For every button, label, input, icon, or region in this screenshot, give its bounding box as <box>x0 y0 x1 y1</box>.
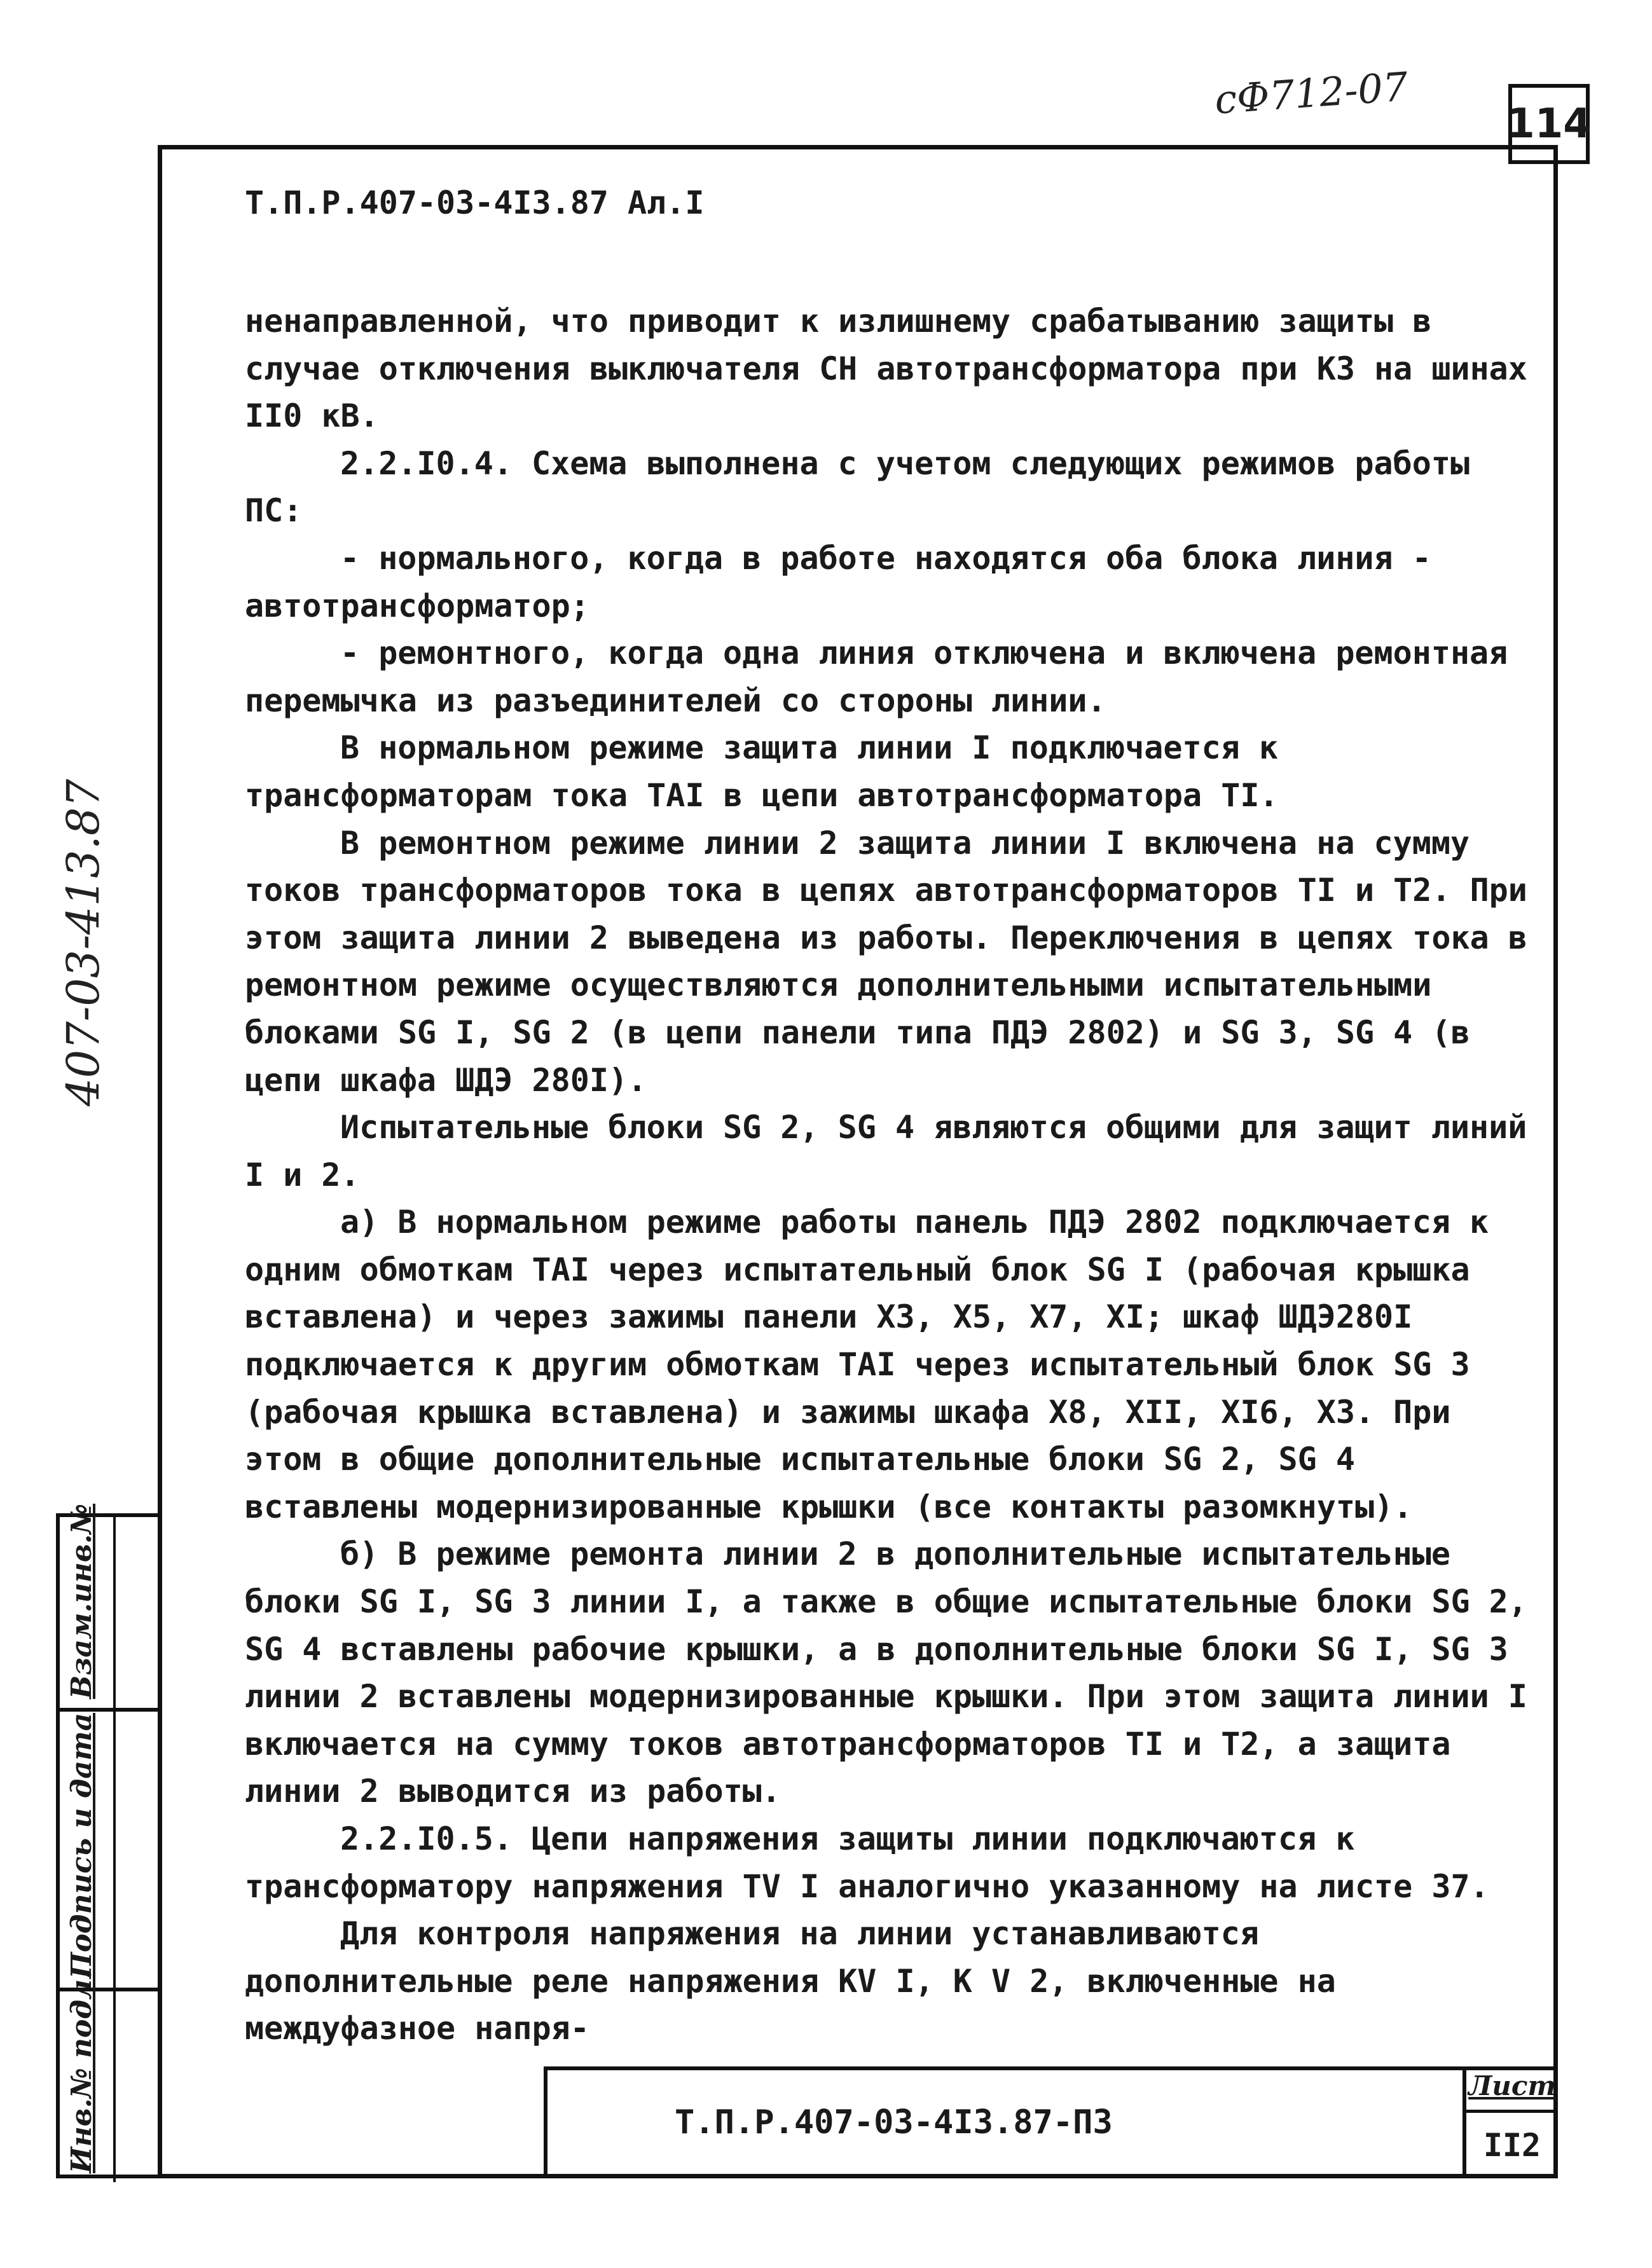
archive-code: сФ712-07 <box>1213 63 1410 123</box>
title-block-code: Т.П.Р.407-03-4I3.87-ПЗ <box>675 2103 1113 2141</box>
sheet-number: II2 <box>1483 2127 1541 2164</box>
stamp-cell-vzam <box>60 1503 162 1708</box>
paragraph: Для контроля напряжения на линии устанавливаются дополнительные реле напряжения КV I, К V 2, включенные на междуфазное напря- <box>245 1915 1336 2047</box>
sheet-cell <box>1463 2070 1558 2178</box>
paragraph: - нормального, когда в работе находятся оба блока линия - автотрансформатор; <box>245 539 1431 624</box>
stamp-label-inv-podl: Инв.№ подл. <box>65 1969 98 2173</box>
stamp-cell-podpis <box>60 1708 162 1988</box>
sheet-label: Лист <box>1466 2070 1558 2113</box>
paragraph: - ремонтного, когда одна линия отключена и включена ремонтная перемычка из разъединителей со стороны линии. <box>245 635 1508 719</box>
document-header: Т.П.Р.407-03-4I3.87 Ал.I <box>245 184 705 221</box>
paragraph: Испытательные блоки SG 2, SG 4 являются общими для защит линий I и 2. <box>245 1109 1527 1193</box>
stamp-label-box <box>65 1712 116 1988</box>
stamp-label-vzam-inv: Взам.инв.№ <box>65 1503 98 1699</box>
paragraph: В ремонтном режиме линии 2 защита линии I включена на сумму токов трансформаторов тока в цепях автотрансформаторов ТI и Т2. При этом защита линии 2 выведена из работы. Переключения в цепях тока в ремонтном режиме осуществляются дополнительными испытательными блоками SG I, SG 2 (в цепи панели типа ПДЭ 2802) и SG 3, SG 4 (в цепи шкафа ШДЭ 280I). <box>245 824 1527 1099</box>
paragraph: а) В нормальном режиме работы панель ПДЭ 2802 подключается к одним обмоткам ТАI через испытательный блок SG I (рабочая крышка вставлена) и через зажимы панели Х3, Х5, Х7, ХI; шкаф ШДЭ280I подключается к другим обмоткам ТАI через испытательный блок SG 3 (рабочая крышка вставлена) и зажимы шкафа Х8, ХII, ХI6, Х3. При этом в общие дополнительные испытательные блоки SG 2, SG 4 вставлены модернизированные крышки (все контакты разомкнуты). <box>245 1204 1489 1525</box>
paragraph: б) В режиме ремонта линии 2 в дополнительные испытательные блоки SG I, SG 3 линии I, а также в общие испытательные блоки SG 2, SG 4 вставлены рабочие крышки, а в дополнительные блоки SG I, SG 3 линии 2 вставлены модернизированные крышки. При этом защита линии I включается на сумму токов автотрансформаторов ТI и Т2, а защита линии 2 выводится из работы. <box>245 1536 1527 1810</box>
paragraph: 2.2.I0.5. Цепи напряжения защиты линии подключаются к трансформатору напряжения ТV I аналогично указанному на листе 37. <box>245 1820 1489 1905</box>
page-number: 114 <box>1506 100 1592 148</box>
stamp-label-podpis-data: Подпись и дата <box>65 1712 98 1979</box>
paragraph: В нормальном режиме защита линии I подключается к трансформаторам тока ТАI в цепи автотрансформатора ТI. <box>245 729 1279 814</box>
side-document-code: 407-03-413.87 <box>57 779 109 1106</box>
stamp-cell-inv <box>60 1969 162 2182</box>
body-text <box>245 298 1542 2052</box>
title-block <box>544 2066 1558 2178</box>
side-stamp <box>56 1503 158 2178</box>
stamp-label-box <box>65 1969 116 2182</box>
stamp-label-box <box>65 1503 116 1708</box>
paragraph: ненаправленной, что приводит к излишнему срабатыванию защиты в случае отключения выключателя СН автотрансформатора при КЗ на шинах II0 кВ. <box>245 303 1527 435</box>
paragraph: 2.2.I0.4. Схема выполнена с учетом следующих режимов работы ПС: <box>245 444 1470 530</box>
